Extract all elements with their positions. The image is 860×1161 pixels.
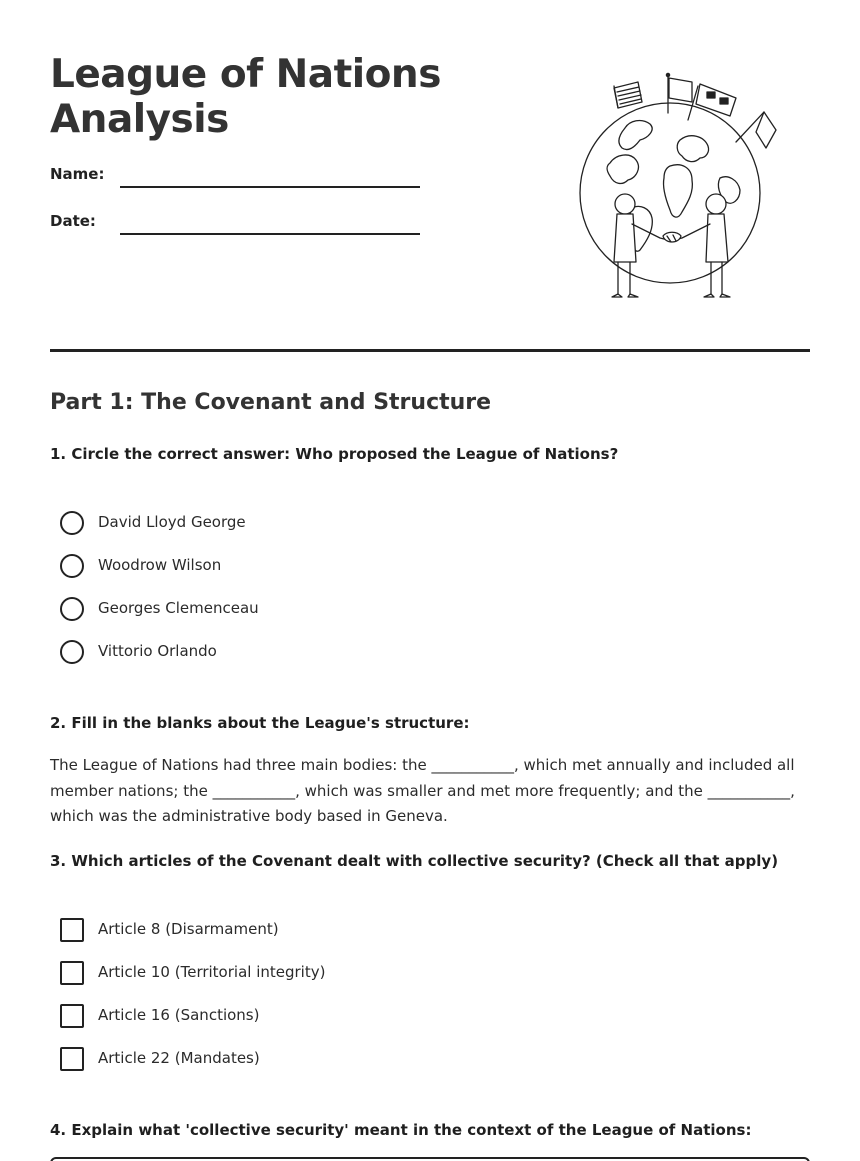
question-1: 1. Circle the correct answer: Who proposed the League of Nations? [50, 445, 619, 463]
radio-circle[interactable] [60, 640, 84, 664]
q1-option-label: Woodrow Wilson [98, 556, 222, 574]
page-title [50, 52, 470, 142]
q1-option[interactable] [60, 554, 460, 578]
checkbox[interactable] [60, 961, 84, 985]
question-4: 4. Explain what 'collective security' meant in the context of the League of Nations: [50, 1121, 752, 1139]
q1-option[interactable] [60, 640, 460, 664]
q3-option[interactable] [60, 961, 460, 985]
checkbox[interactable] [60, 1004, 84, 1028]
radio-circle[interactable] [60, 554, 84, 578]
checkbox[interactable] [60, 1047, 84, 1071]
question-2: 2. Fill in the blanks about the League's structure: [50, 714, 470, 732]
q3-option[interactable] [60, 1004, 460, 1028]
q1-option[interactable] [60, 511, 460, 535]
radio-circle[interactable] [60, 597, 84, 621]
q3-option[interactable] [60, 918, 460, 942]
title-line-2: Analysis [50, 97, 229, 142]
q3-option-label: Article 16 (Sanctions) [98, 1006, 260, 1024]
date-field[interactable] [120, 233, 420, 235]
section-divider [50, 349, 810, 352]
q3-option[interactable] [60, 1047, 460, 1071]
q1-option-label: Vittorio Orlando [98, 642, 217, 660]
q1-option-label: Georges Clemenceau [98, 599, 259, 617]
title-line-1: League of Nations [50, 52, 441, 97]
date-label: Date: [50, 212, 96, 230]
name-label: Name: [50, 165, 105, 183]
q4-answer-box[interactable] [50, 1157, 810, 1161]
q3-option-label: Article 8 (Disarmament) [98, 920, 279, 938]
globe-handshake-flags-icon [570, 68, 785, 308]
part-1-title: Part 1: The Covenant and Structure [50, 390, 492, 415]
fill-in-blank-paragraph: The League of Nations had three main bodies: the ___________, which met annually and included all member nations; the ___________, which was smaller and met more frequently; and the ___________, which was the administrative body based in Geneva. [50, 756, 795, 825]
q3-option-label: Article 10 (Territorial integrity) [98, 963, 326, 981]
q1-option-label: David Lloyd George [98, 513, 246, 531]
radio-circle[interactable] [60, 511, 84, 535]
question-3: 3. Which articles of the Covenant dealt with collective security? (Check all that apply) [50, 852, 779, 870]
q3-option-label: Article 22 (Mandates) [98, 1049, 260, 1067]
q1-option[interactable] [60, 597, 460, 621]
checkbox[interactable] [60, 918, 84, 942]
name-field[interactable] [120, 186, 420, 188]
globe-handshake-illustration [570, 68, 785, 308]
